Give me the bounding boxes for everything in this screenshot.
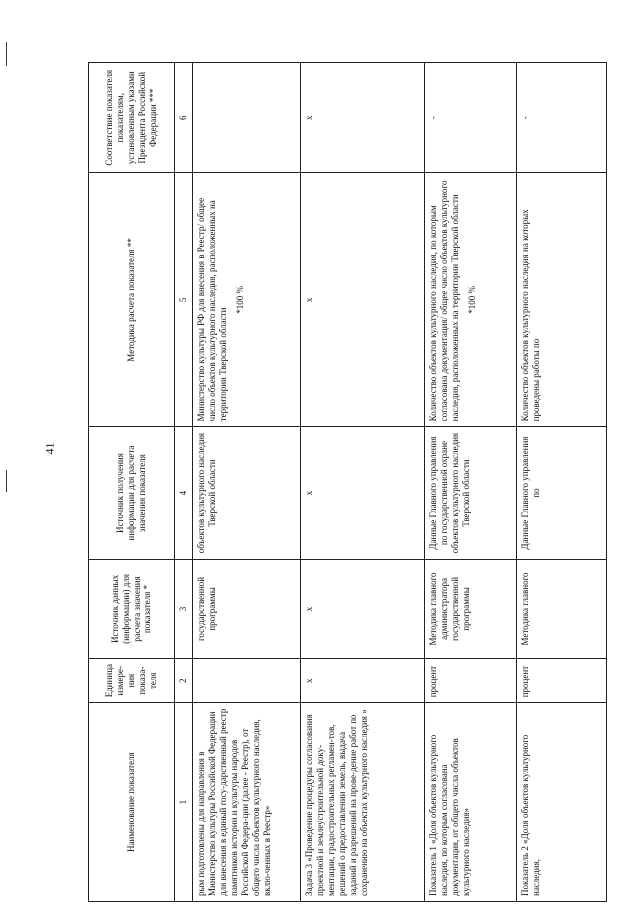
- column-number: 6: [175, 63, 193, 173]
- table-row: [517, 63, 607, 902]
- info-source-cell: х: [301, 427, 425, 559]
- header-indicator-name: Наименование показателя: [89, 703, 175, 902]
- header-unit: Единица измере-ния показа-теля: [89, 659, 175, 703]
- table-header-row: [89, 63, 175, 902]
- unit-cell: процент: [425, 659, 517, 703]
- table-row: [425, 63, 517, 902]
- rotated-table-sheet: [88, 62, 606, 902]
- method-cell: [425, 173, 517, 427]
- indicator-name-cell: рым подготовлены для направления в Министерство культуры Российской Федерации для внесения в единый госу-дарственный реестр памятников истории и культуры народов Российской Федера-ции (далее - Реестр), от общего числа объектов культурного наследия, вклю-ченных в Реестр»: [193, 703, 301, 902]
- table-row: [301, 63, 425, 902]
- compliance-cell: -: [517, 63, 607, 173]
- header-compliance: Соответствие показателя показателям, установленным указами Президента Российской Федерации ***: [89, 63, 175, 173]
- data-source-cell: государственной программы: [193, 559, 301, 658]
- method-formula: *100 %: [234, 286, 245, 314]
- method-cell: Количество объектов культурного наследия на которых проведены работы по: [517, 173, 607, 427]
- column-number: 2: [175, 659, 193, 703]
- method-text: Министерство культуры РФ для внесения в Реестр/ общее число объектов культурного наследия, расположенных на территории Тверской области: [196, 197, 228, 422]
- margin-mark-top: [6, 42, 7, 66]
- column-number: 5: [175, 173, 193, 427]
- page-number: 41: [42, 442, 57, 455]
- unit-cell: процент: [517, 659, 607, 703]
- data-source-cell: Методика главного администратора государственной программы: [425, 559, 517, 658]
- header-method: Методика расчета показателя **: [89, 173, 175, 427]
- unit-cell: [193, 659, 301, 703]
- indicator-name-cell: Показатель 1 «Доля объектов культурного наследия, по которым согласована документация, от общего числа объектов культурного наследия»: [425, 703, 517, 902]
- column-number: 4: [175, 427, 193, 559]
- indicators-table: [88, 62, 607, 902]
- info-source-cell: объектов культурного наследия Тверской области: [193, 427, 301, 559]
- header-info-source: Источник получения информации для расчета значения показателя: [89, 427, 175, 559]
- method-cell: х: [301, 173, 425, 427]
- method-formula: *100 %: [466, 286, 477, 314]
- method-text: Количество объектов культурного наследия, по которым согласована документация/ общее число объектов культурного наследия, расположенных на территории Тверской области: [428, 180, 460, 422]
- indicator-name-cell: Показатель 2 «Доля объектов культурного наследия,: [517, 703, 607, 902]
- column-number-row: [175, 63, 193, 902]
- data-source-cell: х: [301, 559, 425, 658]
- header-data-source: Источник данных (информации) для расчета значения показателя *: [89, 559, 175, 658]
- info-source-cell: Данные Главного управления по: [517, 427, 607, 559]
- method-cell: [193, 173, 301, 427]
- info-source-cell: Данные Главного управления по государственной охране объектов культурного наследия Тверской области: [425, 427, 517, 559]
- compliance-cell: х: [301, 63, 425, 173]
- column-number: 3: [175, 559, 193, 658]
- indicator-name-cell: Задача 3 «Проведение процедуры согласования проектной и землеустроительной доку-ментации, градостроительных регламен-тов, решений о предоставлении земель, выдача заданий и разрешений на прове-дение работ по сохранению на объектах культурного наследия »: [301, 703, 425, 902]
- compliance-cell: [193, 63, 301, 173]
- column-number: 1: [175, 703, 193, 902]
- margin-mark-middle: [6, 470, 7, 492]
- table-row: [193, 63, 301, 902]
- compliance-cell: -: [425, 63, 517, 173]
- data-source-cell: Методика главного: [517, 559, 607, 658]
- unit-cell: х: [301, 659, 425, 703]
